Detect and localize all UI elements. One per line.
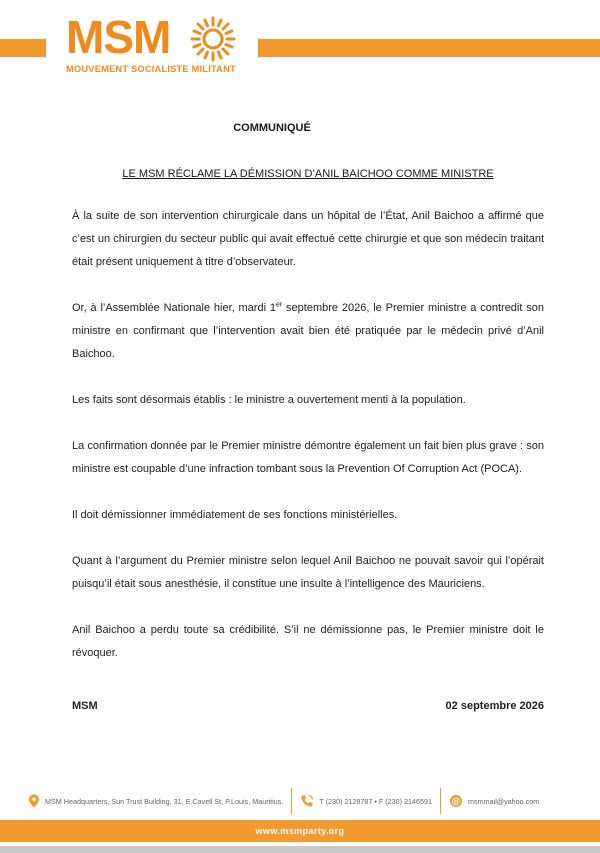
paragraph-3: Les faits sont désormais établis : le ministre a ouvertement menti à la population. <box>72 394 466 406</box>
location-pin-icon <box>28 794 40 808</box>
paragraph-1: À la suite de son intervention chirurgicale dans un hôpital de l’État, Anil Baichoo a affirmé que c’est un chirurgien du secteur public qui avait effectué cette chirurgie et que son médecin traitant était présent uniquement à titre d’observateur. <box>72 210 544 268</box>
footer-phone: T (230) 2128787 • F (230) 2146591 <box>319 796 433 806</box>
at-sign-icon <box>449 794 463 808</box>
paragraph-4: La confirmation donnée par le Premier ministre démontre également un fait bien plus grave : son ministre est coupable d’une infraction tombant sous la Prevention Of Corruption Act (POCA). <box>72 440 544 475</box>
footer-website-bar <box>0 820 600 842</box>
sun-icon <box>190 16 236 62</box>
document-subject: LE MSM RÉCLAME LA DÉMISSION D’ANIL BAICHOO COMME MINISTRE <box>122 168 494 180</box>
signature: MSM <box>72 700 98 712</box>
footer-stripe <box>0 846 600 853</box>
logo-tagline: MOUVEMENT SOCIALISTE MILITANT <box>66 64 236 74</box>
msm-logo <box>52 12 252 78</box>
paragraph-2-superscript: er <box>275 301 283 309</box>
footer-email[interactable]: msmmail@yahoo.com <box>468 796 540 806</box>
paragraph-7: Anil Baichoo a perdu toute sa crédibilité. S’il ne démissionne pas, le Premier ministre doit le révoquer. <box>72 624 544 659</box>
footer-address: MSM Headquarters, Sun Trust Building, 31, E.Cavell St, P.Louis, Mauritius. <box>45 796 284 806</box>
header-bar-left <box>0 39 46 57</box>
document-date: 02 septembre 2026 <box>445 700 544 712</box>
paragraph-2-start: Or, à l’Assemblée Nationale hier, mardi 1 <box>72 302 276 314</box>
document-heading: COMMUNIQUÉ <box>233 122 311 134</box>
footer-website[interactable]: www.msmparty.org <box>255 826 345 836</box>
footer-divider <box>440 788 441 814</box>
paragraph-5: Il doit démissionner immédiatement de ses fonctions ministérielles. <box>72 509 398 521</box>
logo-wordmark: MSM <box>66 11 171 63</box>
paragraph-2 <box>72 297 544 366</box>
svg-text:@: @ <box>451 797 461 807</box>
footer-contact-info <box>28 786 578 816</box>
phone-icon <box>300 794 314 808</box>
paragraph-2-end: septembre 2026, le Premier ministre a contredit son ministre en confirmant que l’intervention avait bien été pratiquée par le médecin privé d’Anil Baichoo. <box>72 302 544 360</box>
paragraph-6: Quant à l’argument du Premier ministre selon lequel Anil Baichoo ne pouvait savoir qui l’opérait puisqu’il était sous anesthésie, il constitue une insulte à l’intelligence des Mauriciens. <box>72 555 544 590</box>
footer-divider <box>291 788 292 814</box>
document-body <box>72 205 544 688</box>
header-bar-right <box>258 39 600 57</box>
